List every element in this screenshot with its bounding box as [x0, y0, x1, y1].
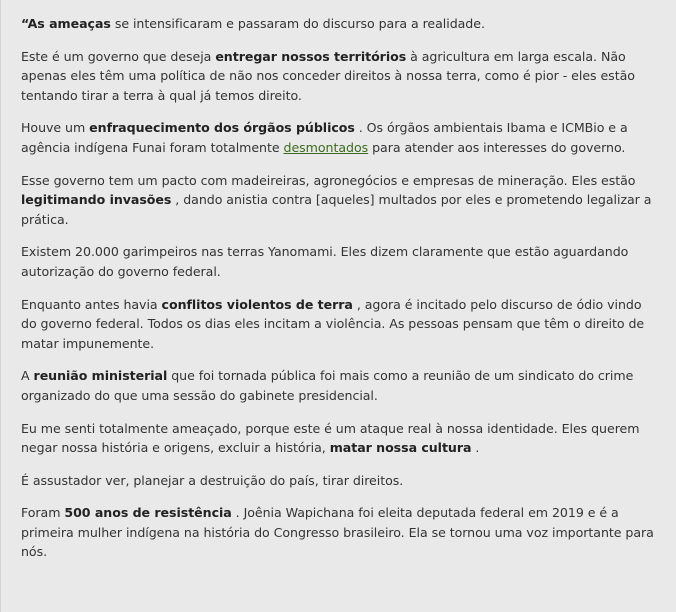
paragraph-invasions: [21, 171, 661, 230]
dismantled-link[interactable]: desmontados: [283, 139, 369, 155]
paragraph-destruction: [21, 471, 661, 491]
paragraph-text: Foram: [21, 505, 65, 521]
paragraph-text: Esse governo tem um pacto com madeireiras, agronegócios e empresas de mineração. Eles estão: [21, 172, 636, 188]
paragraph-territories: [21, 47, 661, 106]
paragraph-identity: [21, 419, 661, 458]
bold-phrase: “As ameaças: [21, 16, 111, 31]
paragraph-text: para atender aos interesses do governo.: [368, 139, 626, 155]
article-body: [21, 14, 661, 575]
paragraph-text: A: [21, 368, 34, 384]
paragraph-text: Este é um governo que deseja: [21, 48, 216, 64]
bold-phrase: reunião ministerial: [33, 368, 168, 384]
paragraph-text: Houve um: [21, 120, 90, 136]
bold-phrase: matar nossa cultura: [329, 440, 472, 456]
paragraph-text: .: [471, 440, 480, 456]
paragraph-text: Enquanto antes havia: [21, 296, 162, 312]
paragraph-text: . Os órgãos ambientais Ibama e ICMBio e a agência indígena Funai foram totalmente: [21, 120, 628, 155]
paragraph-land-conflicts: [21, 295, 661, 354]
paragraph-text: , dando anistia contra [aqueles] multados por eles e prometendo legalizar a prática.: [21, 192, 652, 227]
paragraph-text: Existem 20.000 garimpeiros nas terras Yanomami. Eles dizem claramente que estão aguardando autorização do governo federal.: [21, 244, 629, 279]
paragraph-public-agencies: [21, 118, 661, 157]
paragraph-text: , agora é incitado pelo discurso de ódio vindo do governo federal. Todos os dias eles incitam a violência. As pessoas pensam que têm o direito de matar impunemente.: [21, 296, 645, 351]
paragraph-resistance: [21, 503, 661, 562]
paragraph-text: . Joênia Wapichana foi eleita deputada federal em 2019 e é a primeira mulher indígena na história do Congresso brasileiro. Ela se tornou uma voz importante para nós.: [21, 505, 654, 560]
paragraph-ministerial-meeting: [21, 366, 661, 405]
bold-phrase: entregar nossos territórios: [215, 48, 407, 64]
paragraph-text: se intensificaram e passaram do discurso para a realidade.: [110, 16, 485, 31]
paragraph-text: Eu me senti totalmente ameaçado, porque este é um ataque real à nossa identidade. Eles querem negar nossa história e origens, excluir a história,: [21, 420, 640, 456]
paragraph-text: É assustador ver, planejar a destruição do país, tirar direitos.: [21, 472, 404, 488]
bold-phrase: conflitos violentos de terra: [161, 296, 353, 312]
paragraph-text: à agricultura em larga escala. Não apenas eles têm uma política de não nos conceder direitos à nossa terra, como é pior - eles estão tentando tirar a terra à qual já temos direito.: [21, 48, 635, 103]
paragraph-miners: [21, 242, 661, 281]
bold-phrase: enfraquecimento dos órgãos públicos: [89, 120, 355, 136]
bold-phrase: 500 anos de resistência: [64, 505, 232, 521]
paragraph-threats: [21, 14, 661, 34]
paragraph-text: que foi tornada pública foi mais como a reunião de um sindicato do crime organizado do que uma sessão do gabinete presidencial.: [21, 368, 634, 403]
bold-phrase: legitimando invasões: [21, 192, 172, 208]
